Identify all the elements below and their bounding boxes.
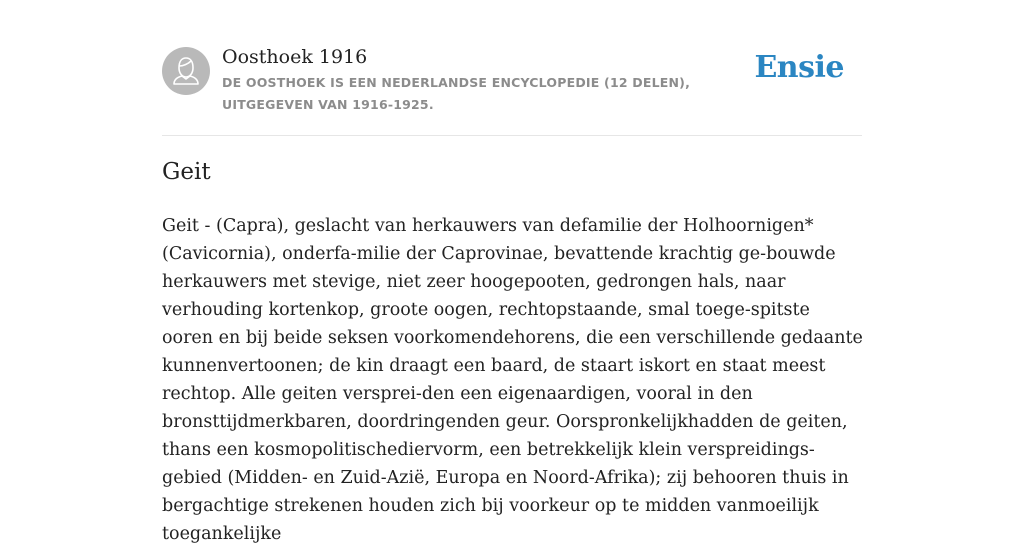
ensie-logo[interactable]: Ensie: [754, 50, 844, 85]
article-title: Geit: [162, 159, 211, 185]
user-icon[interactable]: [162, 47, 210, 95]
article-container: [162, 0, 863, 544]
article-body: Geit - (Capra), geslacht van herkauwers van defamilie der Holhoornigen* (Cavicornia), onderfa-milie der Caprovinae, bevattende krachtig ge-bouwde herkauwers met stevige, niet zeer hoogepooten, gedrongen hals, naar verhouding kortenkop, groote oogen, rechtopstaande, smal toege-spitste ooren en bij beide seksen voorkomendehorens, die een verschillende gedaante kunnenvertoonen; de kin draagt een baard, de staart iskort en staat meest rechtop. Alle geiten versprei-den een eigenaardigen, vooral in den bronsttijdmerkbaren, doordringenden geur. Oorspronkelijkhadden de geiten, thans een kosmopolitischediervorm, een betrekkelijk klein verspreidings-gebied (Midden- en Zuid-Azië, Europa en Noord-Afrika); zij behooren thuis in bergachtige strekenen houden zich bij voorkeur op te midden vanmoeilijk toegankelijke: [162, 216, 863, 544]
source-header: [162, 0, 862, 136]
source-description: DE OOSTHOEK IS EEN NEDERLANDSE ENCYCLOPEDIE (12 DELEN), UITGEGEVEN VAN 1916-1925.: [222, 75, 691, 112]
source-name[interactable]: Oosthoek 1916: [222, 46, 368, 68]
